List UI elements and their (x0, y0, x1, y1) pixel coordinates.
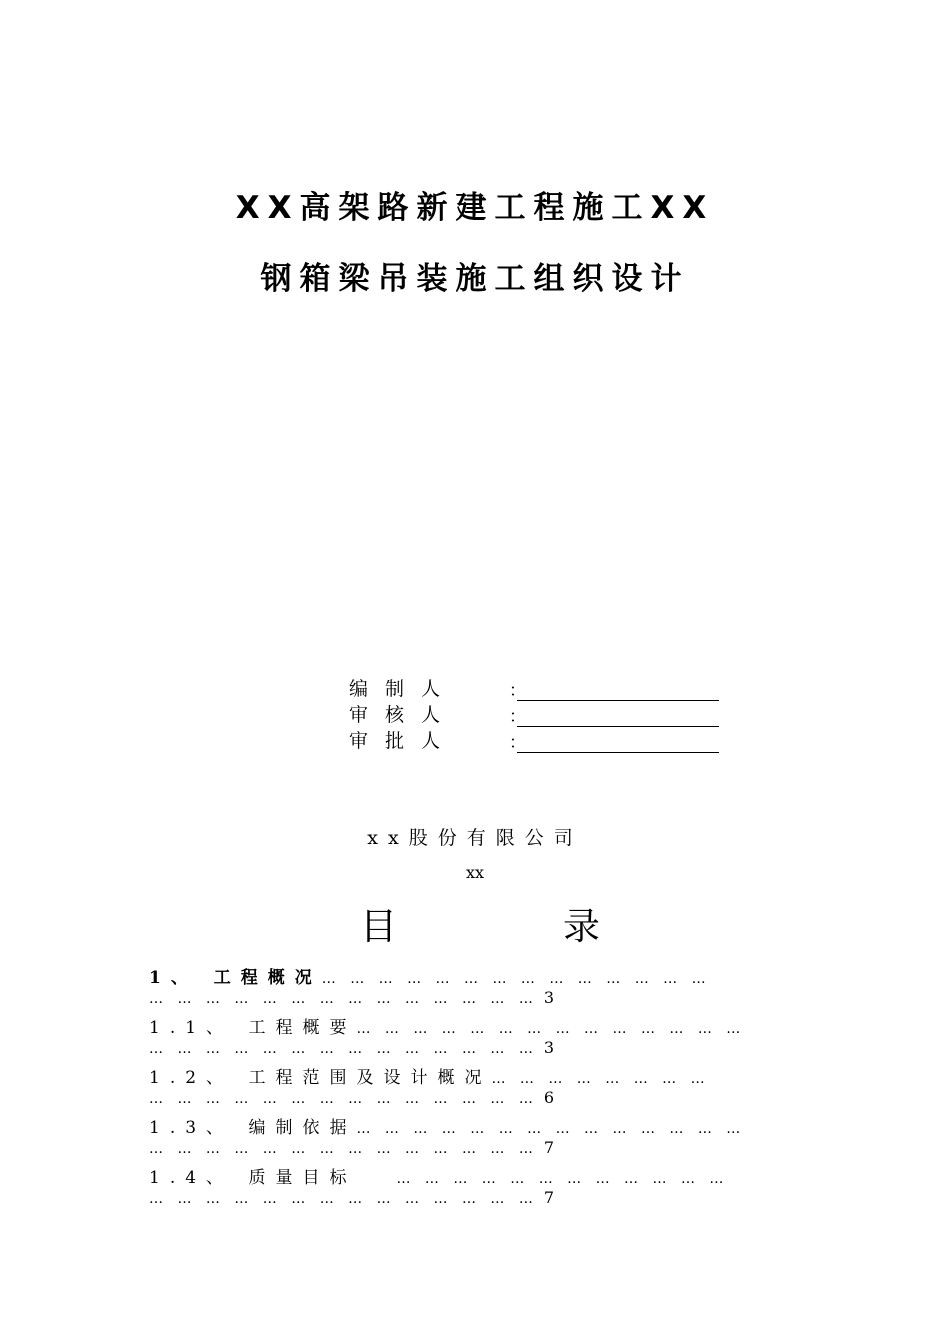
toc-leader-dots: … … … … … … … … … … … … … … (149, 991, 538, 1007)
signature-row-approver (349, 727, 729, 753)
toc-heading-right: 录 (563, 905, 600, 948)
toc-leader-dots: … … … … … … … … … … … … … … (356, 1121, 746, 1137)
approver-label: 审批人 (349, 730, 458, 752)
compiler-label: 编制人 (349, 678, 458, 700)
toc-entry[interactable] (149, 1113, 794, 1163)
toc-page-number: 3 (543, 988, 555, 1007)
toc-entry[interactable] (149, 1163, 794, 1213)
compiler-signature-line (517, 680, 719, 701)
document-title-line-1: XX高架路新建工程施工XX (235, 190, 715, 226)
table-of-contents (149, 963, 794, 1213)
toc-entry[interactable] (149, 963, 794, 1013)
signature-row-reviewer (349, 701, 729, 727)
toc-leader-dots: … … … … … … … … … … … … … … (321, 971, 711, 987)
toc-page-number: 3 (543, 1038, 555, 1057)
company-location: xx (465, 863, 485, 882)
toc-leader-dots: … … … … … … … … (491, 1071, 710, 1087)
toc-entry-label: 1.3、 编制依据 (149, 1118, 357, 1138)
toc-leader-dots: … … … … … … … … … … … … … … (356, 1021, 746, 1037)
document-title-line-2: 钢箱梁吊装施工组织设计 (260, 261, 690, 297)
approver-colon: ： (509, 733, 526, 753)
toc-heading-left: 目 (360, 905, 397, 948)
toc-leader-dots: … … … … … … … … … … … … … … (149, 1191, 538, 1207)
toc-entry-label: 1.1、 工程概要 (149, 1018, 357, 1038)
toc-entry[interactable] (149, 1013, 794, 1063)
toc-entry-label: 1.2、 工程范围及设计概况 (149, 1068, 492, 1088)
reviewer-label: 审核人 (349, 704, 458, 726)
toc-entry-label: 1、 工程概况 (149, 968, 322, 988)
toc-leader-dots: … … … … … … … … … … … … … … (149, 1041, 538, 1057)
approver-signature-line (517, 732, 719, 753)
signature-block (349, 675, 729, 753)
reviewer-colon: ： (509, 707, 526, 727)
company-name: xx股份有限公司 (367, 827, 583, 849)
toc-leader-dots: … … … … … … … … … … … … … … (149, 1141, 538, 1157)
toc-page-number: 7 (543, 1138, 555, 1157)
toc-heading (360, 896, 600, 950)
toc-entry-label: 1.4、 质量目标 (149, 1168, 357, 1188)
toc-entry[interactable] (149, 1063, 794, 1113)
reviewer-signature-line (517, 706, 719, 727)
toc-page-number: 7 (543, 1188, 555, 1207)
toc-leader-dots: … … … … … … … … … … … … (396, 1171, 729, 1187)
toc-page-number: 6 (543, 1088, 555, 1107)
signature-row-compiler (349, 675, 729, 701)
compiler-colon: ： (509, 681, 526, 701)
toc-leader-dots: … … … … … … … … … … … … … … (149, 1091, 538, 1107)
